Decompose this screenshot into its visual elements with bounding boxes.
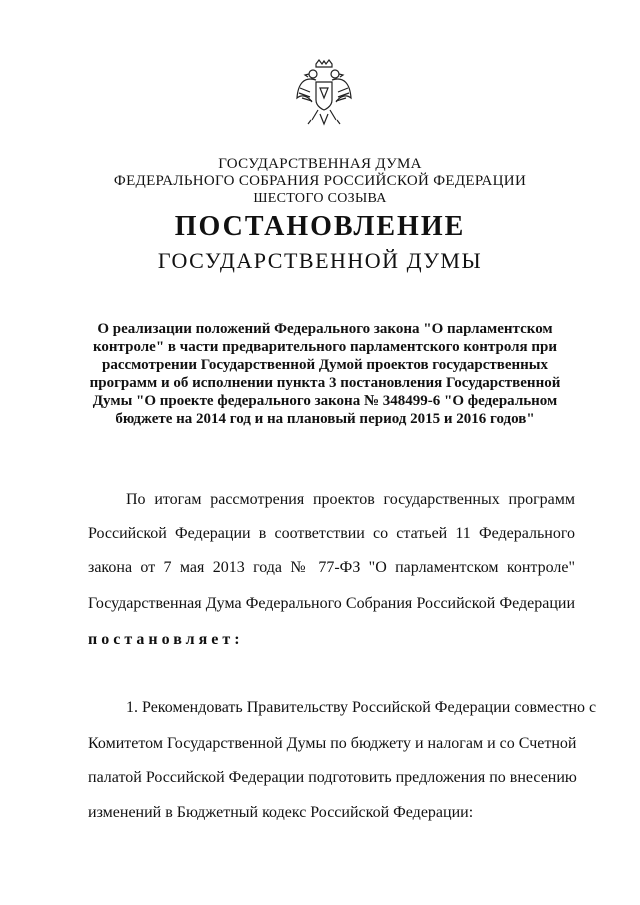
subject-line: контроле" в части предварительного парламентского контроля при	[92, 339, 558, 355]
item-1-line: Комитетом Государственной Думы по бюджету и налогам и со Счетной	[88, 735, 577, 752]
item-1-line: палатой Российской Федерации подготовить предложения по внесению	[88, 769, 577, 786]
header-line-1: ГОСУДАРСТВЕННАЯ ДУМА	[218, 156, 422, 172]
header-line-3: ШЕСТОГО СОЗЫВА	[253, 191, 387, 206]
document-issuer-title: ГОСУДАРСТВЕННОЙ ДУМЫ	[157, 248, 483, 273]
decree-word: постановляет:	[88, 631, 244, 648]
preamble-line: По итогам рассмотрения проектов государственных программ	[126, 491, 575, 508]
document-type-title: ПОСТАНОВЛЕНИЕ	[174, 211, 466, 242]
subject-line: бюджете на 2014 год и на плановый период 2015 и 2016 годов"	[115, 411, 535, 427]
double-headed-eagle-icon	[294, 58, 354, 138]
item-1-line: изменений в Бюджетный кодекс Российской Федерации:	[88, 804, 474, 821]
header-line-2: ФЕДЕРАЛЬНОГО СОБРАНИЯ РОССИЙСКОЙ ФЕДЕРАЦИИ	[113, 173, 527, 189]
preamble-line: закона от 7 мая 2013 года № 77-ФЗ "О парламентском контроле"	[88, 559, 575, 576]
issuer-header	[100, 156, 540, 207]
subject-line: Думы "О проекте федерального закона № 348499-6 "О федеральном	[92, 393, 558, 409]
subject-line: рассмотрении Государственной Думой проектов государственных	[102, 357, 548, 373]
document-subject	[75, 320, 575, 428]
preamble-line: Российской Федерации в соответствии со статьей 11 Федерального	[88, 525, 575, 542]
subject-line: О реализации положений Федерального закона "О парламентском	[97, 321, 553, 337]
preamble-line: Государственная Дума Федерального Собрания Российской Федерации	[88, 595, 575, 612]
item-1-line: 1. Рекомендовать Правительству Российской Федерации совместно с	[126, 699, 597, 716]
subject-line: программ и об исполнении пункта 3 постановления Государственной	[89, 375, 561, 391]
